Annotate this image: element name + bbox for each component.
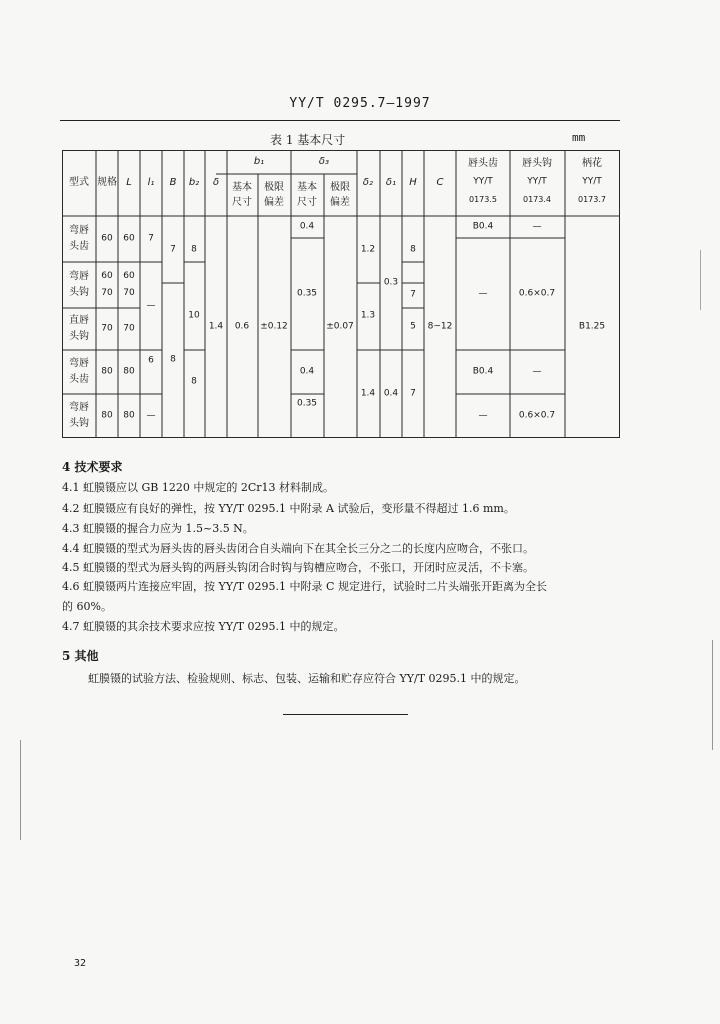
- header-handle: 柄花: [582, 158, 602, 169]
- clause-4-1: 4.1 虹膜镊应以 GB 1220 中规定的 2Cr13 材料制成。: [62, 481, 335, 494]
- header-delta3-tol: 极限 偏差: [330, 182, 350, 208]
- header-type: 型式: [69, 177, 89, 188]
- cell-H: 5: [410, 321, 416, 332]
- header-L: L: [126, 177, 132, 188]
- header-lip-hook-no: 0173.4: [523, 195, 551, 204]
- cell-delta2: 1.2: [360, 244, 376, 255]
- table-unit: mm: [572, 131, 586, 144]
- cell-delta3-tol: ±0.07: [326, 321, 354, 332]
- page-number: 32: [74, 958, 87, 969]
- clause-4-3: 4.3 虹膜镊的握合力应为 1.5~3.5 N。: [62, 522, 254, 535]
- cell-lip-teeth: —: [478, 288, 488, 299]
- cell-delta: 1.4: [208, 321, 224, 332]
- row-L: 60: [123, 233, 135, 244]
- cell-H: 7: [410, 289, 416, 300]
- cell-delta3: 0.35: [296, 288, 318, 299]
- cell-lip-hook: 0.6×0.7: [518, 288, 556, 299]
- scan-margin-line: [700, 250, 701, 310]
- header-delta3-basic: 基本 尺寸: [297, 182, 317, 208]
- cell-lip-hook: —: [532, 366, 542, 377]
- clause-4-4: 4.4 虹膜镊的型式为唇头齿的唇头齿闭合自头端向下在其全长三分之二的长度内应吻合，不张口。: [62, 542, 534, 555]
- section-4-title: 4 技术要求: [62, 460, 123, 474]
- cell-delta3: 0.4: [299, 221, 315, 232]
- row-type: 弯唇 头齿: [69, 225, 89, 252]
- cell-l1: —: [146, 410, 156, 421]
- dimensions-table: [62, 150, 620, 438]
- row-spec: 60: [101, 233, 113, 244]
- row-type: 直唇 头钩: [69, 315, 89, 342]
- cell-lip-hook: —: [532, 221, 542, 232]
- cell-delta3: 0.4: [299, 366, 315, 377]
- cell-l1: 6: [148, 355, 154, 366]
- cell-delta1: 0.4: [383, 388, 399, 399]
- header-l1: l₁: [147, 177, 155, 188]
- cell-l1: 7: [148, 233, 154, 244]
- header-spec: 规格: [97, 177, 117, 188]
- header-delta: δ: [212, 177, 220, 188]
- header-lip-hook-std: YY/T: [527, 176, 547, 187]
- header-rule: [60, 120, 620, 121]
- cell-H: 7: [410, 388, 416, 399]
- clause-4-6: 4.6 虹膜镊两片连接应牢固，按 YY/T 0295.1 中附录 C 规定进行，试验时二片头端张开距离为全长: [62, 580, 547, 593]
- clause-4-5: 4.5 虹膜镊的型式为唇头钩的两唇头钩闭合时钩与钩槽应吻合，不张口，开闭时应灵活，不卡塞。: [62, 561, 534, 574]
- cell-b2: 8: [191, 376, 197, 387]
- row-spec: 80: [101, 410, 113, 421]
- row-spec: 80: [101, 366, 113, 377]
- clause-4-6-cont: 的 60%。: [62, 600, 112, 613]
- cell-B: 7: [170, 244, 176, 255]
- header-b2: b₂: [188, 177, 200, 188]
- cell-lip-teeth: B0.4: [472, 221, 494, 232]
- header-handle-no: 0173.7: [578, 195, 606, 204]
- header-delta2: δ₂: [362, 177, 374, 188]
- cell-delta3: 0.35: [296, 398, 318, 409]
- clause-4-2: 4.2 虹膜镊应有良好的弹性，按 YY/T 0295.1 中附录 A 试验后，变形量不得超过 1.6 mm。: [62, 502, 515, 515]
- cell-delta2: 1.4: [360, 388, 376, 399]
- header-lip-teeth: 唇头齿: [468, 158, 498, 169]
- header-b1: b₁: [253, 156, 265, 167]
- header-delta3: δ₃: [318, 156, 330, 167]
- row-type: 弯唇 头齿: [69, 358, 89, 385]
- cell-lip-hook: 0.6×0.7: [518, 410, 556, 421]
- header-handle-std: YY/T: [582, 176, 602, 187]
- cell-delta2: 1.3: [360, 310, 376, 321]
- header-lip-hook: 唇头钩: [522, 158, 552, 169]
- row-L: 60 70: [123, 270, 135, 298]
- section-5-text: 虹膜镊的试验方法、检验规则、标志、包装、运输和贮存应符合 YY/T 0295.1 中的规定。: [88, 672, 526, 685]
- standard-header: YY/T 0295.7—1997: [289, 96, 431, 111]
- header-b1-tol: 极限 偏差: [264, 182, 284, 208]
- cell-lip-teeth: B0.4: [472, 366, 494, 377]
- header-C: C: [436, 177, 444, 188]
- header-delta1: δ₁: [385, 177, 397, 188]
- cell-handle: B1.25: [578, 321, 606, 332]
- row-L: 80: [123, 366, 135, 377]
- cell-B: 8: [170, 354, 176, 365]
- cell-C: 8~12: [427, 321, 453, 332]
- table-caption: 表 1 基本尺寸: [270, 133, 346, 147]
- header-b1-basic: 基本 尺寸: [232, 182, 252, 208]
- cell-b1-tol: ±0.12: [260, 321, 288, 332]
- row-spec: 60 70: [101, 270, 113, 298]
- header-B: B: [169, 177, 177, 188]
- cell-H: 8: [410, 244, 416, 255]
- row-type: 弯唇 头钩: [69, 271, 89, 298]
- cell-lip-teeth: —: [478, 410, 488, 421]
- scan-margin-line: [712, 640, 713, 750]
- scan-margin-line: [20, 740, 21, 840]
- header-H: H: [409, 177, 417, 188]
- clause-4-7: 4.7 虹膜镊的其余技术要求应按 YY/T 0295.1 中的规定。: [62, 620, 345, 633]
- header-lip-teeth-no: 0173.5: [469, 195, 497, 204]
- cell-b2: 10: [188, 310, 200, 321]
- cell-l1: —: [146, 300, 156, 311]
- cell-b2: 8: [191, 244, 197, 255]
- row-L: 70: [123, 323, 135, 334]
- row-spec: 70: [101, 323, 113, 334]
- end-rule: [283, 714, 408, 715]
- row-L: 80: [123, 410, 135, 421]
- section-5-title: 5 其他: [62, 649, 99, 663]
- header-lip-teeth-std: YY/T: [473, 176, 493, 187]
- cell-b1-basic: 0.6: [234, 321, 250, 332]
- row-type: 弯唇 头钩: [69, 402, 89, 429]
- cell-delta1: 0.3: [383, 277, 399, 288]
